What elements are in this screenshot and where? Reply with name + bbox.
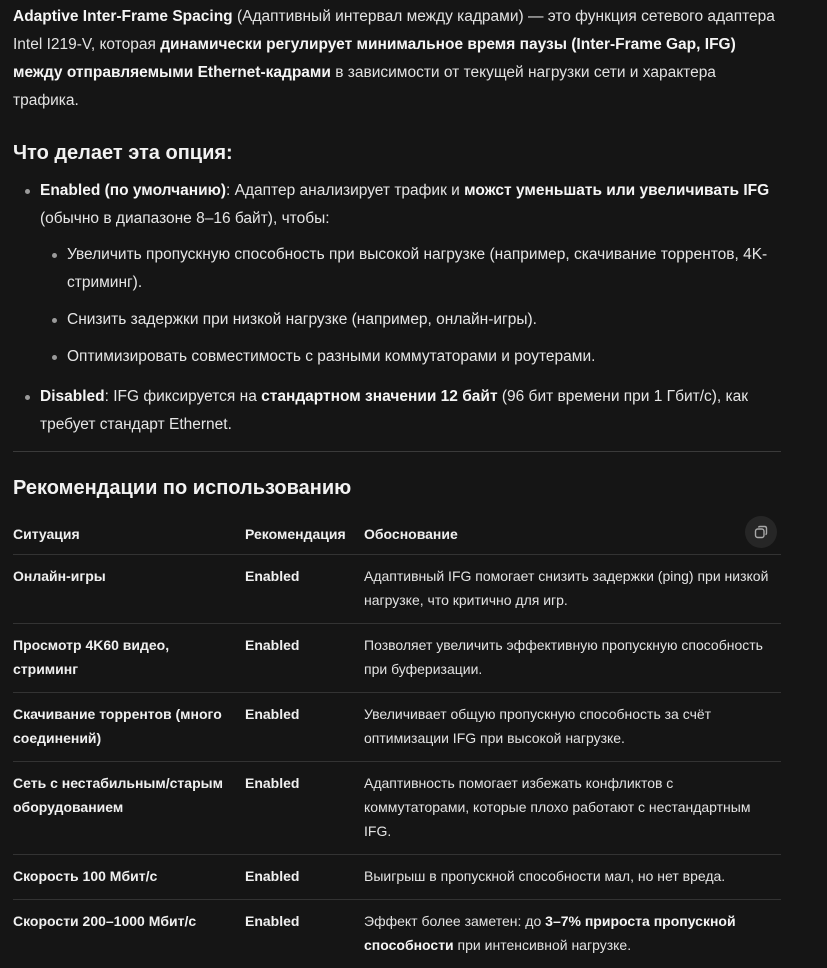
reason-text: Эффект более заметен: до — [364, 913, 545, 929]
cell-situation: Скачивание торрентов (много соединений) — [13, 693, 245, 762]
copy-table-button[interactable] — [745, 516, 777, 548]
sub-item: Увеличить пропускную способность при высокой нагрузке (например, скачивание торрентов, 4K-стриминг). — [67, 241, 781, 297]
option-text: : IFG фиксируется на — [105, 388, 262, 405]
cell-reason — [355, 855, 781, 900]
section-divider — [13, 451, 781, 452]
cell-situation: Просмотр 4K60 видео, стриминг — [13, 624, 245, 693]
intro-part: в зависимости от текущей нагрузки сети и характера трафика. — [13, 64, 716, 109]
cell-situation: Скорости 200–1000 Мбит/с — [13, 900, 245, 968]
table-row — [13, 624, 781, 693]
table-row — [13, 762, 781, 855]
reason-bold-text: 3–7% прироста пропускной способности — [364, 913, 736, 953]
cell-recommendation: Enabled — [245, 855, 355, 900]
table-header-row — [13, 516, 781, 555]
option-disabled — [40, 383, 781, 439]
table-row — [13, 555, 781, 624]
option-list — [13, 177, 781, 439]
column-header-situation: Ситуация — [13, 516, 245, 555]
cell-situation: Сеть с нестабильным/старым оборудованием — [13, 762, 245, 855]
section-heading-recommendations: Рекомендации по использованию — [13, 474, 781, 502]
cell-reason — [355, 555, 781, 624]
option-bold-text: стандартном значении 12 байт — [261, 388, 497, 405]
intro-part: динамически регулирует минимальное время паузы (Inter-Frame Gap, IFG) между отправляемыми Ethernet-кадрами — [13, 36, 736, 81]
reason-text: Увеличивает общую пропускную способность за счёт оптимизации IFG при высокой нагрузке. — [364, 706, 711, 746]
cell-recommendation: Enabled — [245, 555, 355, 624]
option-enabled — [40, 177, 781, 371]
copy-icon — [754, 525, 768, 539]
sub-item: Снизить задержки при низкой нагрузке (например, онлайн-игры). — [67, 306, 781, 334]
cell-situation: Онлайн-игры — [13, 555, 245, 624]
cell-reason — [355, 762, 781, 855]
reason-text: Адаптивный IFG помогает снизить задержки (ping) при низкой нагрузке, что критично для игр. — [364, 568, 768, 608]
cell-reason — [355, 624, 781, 693]
option-text: (обычно в диапазоне 8–16 байт), чтобы: — [40, 210, 330, 227]
reason-text: Позволяет увеличить эффективную пропускную способность при буферизации. — [364, 637, 763, 677]
recommendations-table-wrapper — [13, 516, 781, 968]
reason-text: Выигрыш в пропускной способности мал, но нет вреда. — [364, 868, 725, 884]
reason-text: Адаптивность помогает избежать конфликтов с коммутаторами, которые плохо работают с нестандартным IFG. — [364, 775, 750, 839]
intro-part: Adaptive Inter-Frame Spacing — [13, 8, 233, 25]
option-label: Disabled — [40, 388, 105, 405]
sub-item: Оптимизировать совместимость с разными коммутаторами и роутерами. — [67, 343, 781, 371]
reason-text: при интенсивной нагрузке. — [454, 937, 631, 953]
column-header-reason: Обоснование — [355, 516, 781, 555]
section-heading-what: Что делает эта опция: — [13, 139, 781, 167]
cell-recommendation: Enabled — [245, 900, 355, 968]
option-text: : Адаптер анализирует трафик и — [226, 182, 464, 199]
recommendations-table — [13, 516, 781, 968]
table-row — [13, 693, 781, 762]
cell-recommendation: Enabled — [245, 693, 355, 762]
table-row — [13, 900, 781, 968]
column-header-recommendation: Рекомендация — [245, 516, 355, 555]
cell-reason — [355, 900, 781, 968]
message-content — [13, 0, 781, 968]
cell-situation: Скорость 100 Мбит/с — [13, 855, 245, 900]
table-row — [13, 855, 781, 900]
cell-recommendation: Enabled — [245, 762, 355, 855]
cell-recommendation: Enabled — [245, 624, 355, 693]
cell-reason — [355, 693, 781, 762]
option-label: Enabled (по умолчанию) — [40, 182, 226, 199]
option-bold-text: можст уменьшать или увеличивать IFG — [464, 182, 769, 199]
intro-part: (Адаптивный интервал между кадрами) — это функция сетевого адаптера Intel I219-V, которая — [13, 8, 775, 53]
sub-list — [40, 241, 781, 371]
option-text: (96 бит времени при 1 Гбит/с), как требует стандарт Ethernet. — [40, 388, 748, 433]
intro-paragraph — [13, 3, 781, 115]
